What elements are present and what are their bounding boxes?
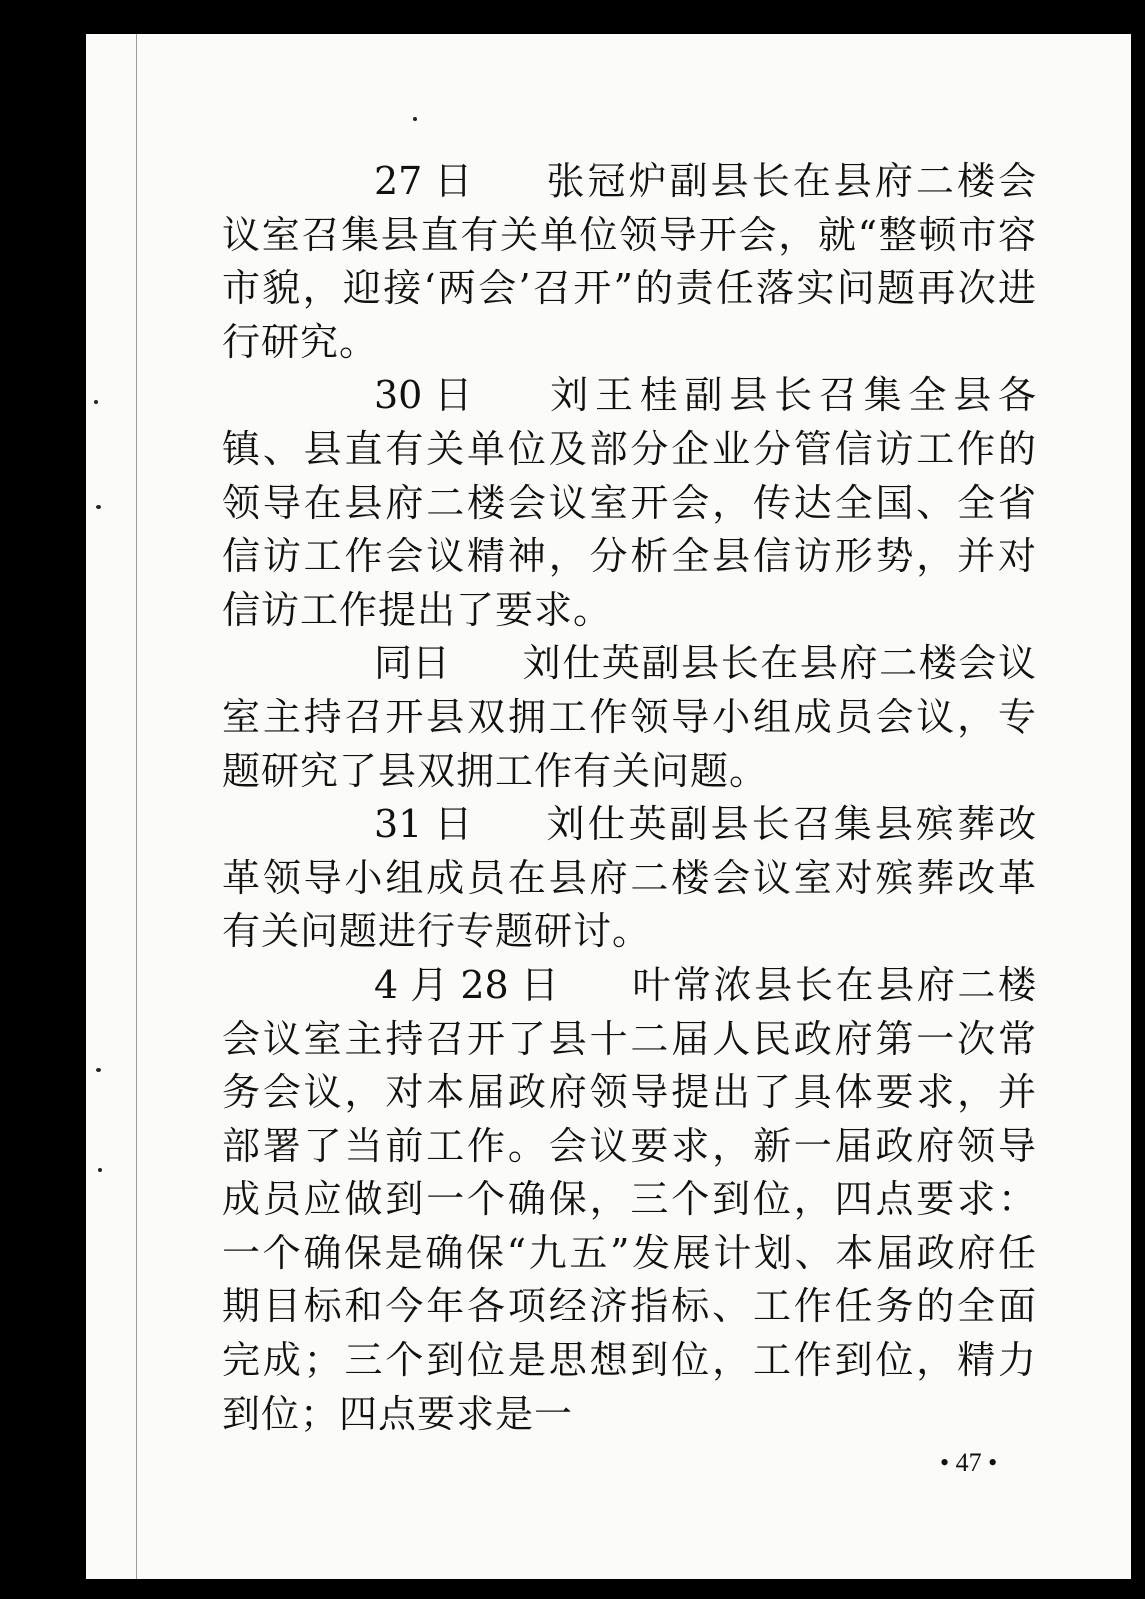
entry-date: 30 日 [374,373,473,418]
page-number: • 47 • [940,1448,998,1477]
entry-text: 叶常浓县长在县府二楼会议室主持召开了县十二届人民政府第一次常务会议，对本届政府领导提出了具体要求，并部署了当前工作。会议要求，新一届政府领导成员应做到一个确保，三个到位，四点要求：一个确保是确保“九五”发展计划、本届政府任期目标和今年各项经济指标、工作任务的全面完成；三个到位是思想到位，工作到位，精力到位；四点要求是一 [222,962,1037,1436]
entry-date: 同日 [374,641,451,686]
entry-date: 4 月 28 日 [374,962,559,1007]
entry-text: 张冠炉副县长在县府二楼会议室召集县直有关单位领导开会，就“整顿市容市貌，迎接‘两会’召开”的责任落实问题再次进行研究。 [222,159,1037,364]
document-body [222,155,1037,1441]
entry-paragraph [222,959,1037,1441]
scan-speck [94,400,98,404]
entry-paragraph [222,155,1037,369]
entry-date: 27 日 [374,159,473,203]
scan-speck [96,505,101,509]
scan-speck [413,117,417,121]
entry-text: 刘仕英副县长召集县殡葬改革领导小组成员在县府二楼会议室对殡葬改革有关问题进行专题研讨。 [222,802,1037,954]
entry-text: 刘王桂副县长召集全县各镇、县直有关单位及部分企业分管信访工作的领导在县府二楼会议室开会，传达全国、全省信访工作会议精神，分析全县信访形势，并对信访工作提出了要求。 [222,373,1037,632]
entry-paragraph [222,369,1037,637]
entry-paragraph [222,637,1037,798]
binding-edge-line [136,34,137,1579]
scan-speck [96,1068,101,1072]
scan-speck [98,1168,102,1172]
entry-text: 刘仕英副县长在县府二楼会议室主持召开县双拥工作领导小组成员会议，专题研究了县双拥工作有关问题。 [222,641,1037,793]
entry-paragraph [222,798,1037,959]
entry-date: 31 日 [374,802,473,847]
